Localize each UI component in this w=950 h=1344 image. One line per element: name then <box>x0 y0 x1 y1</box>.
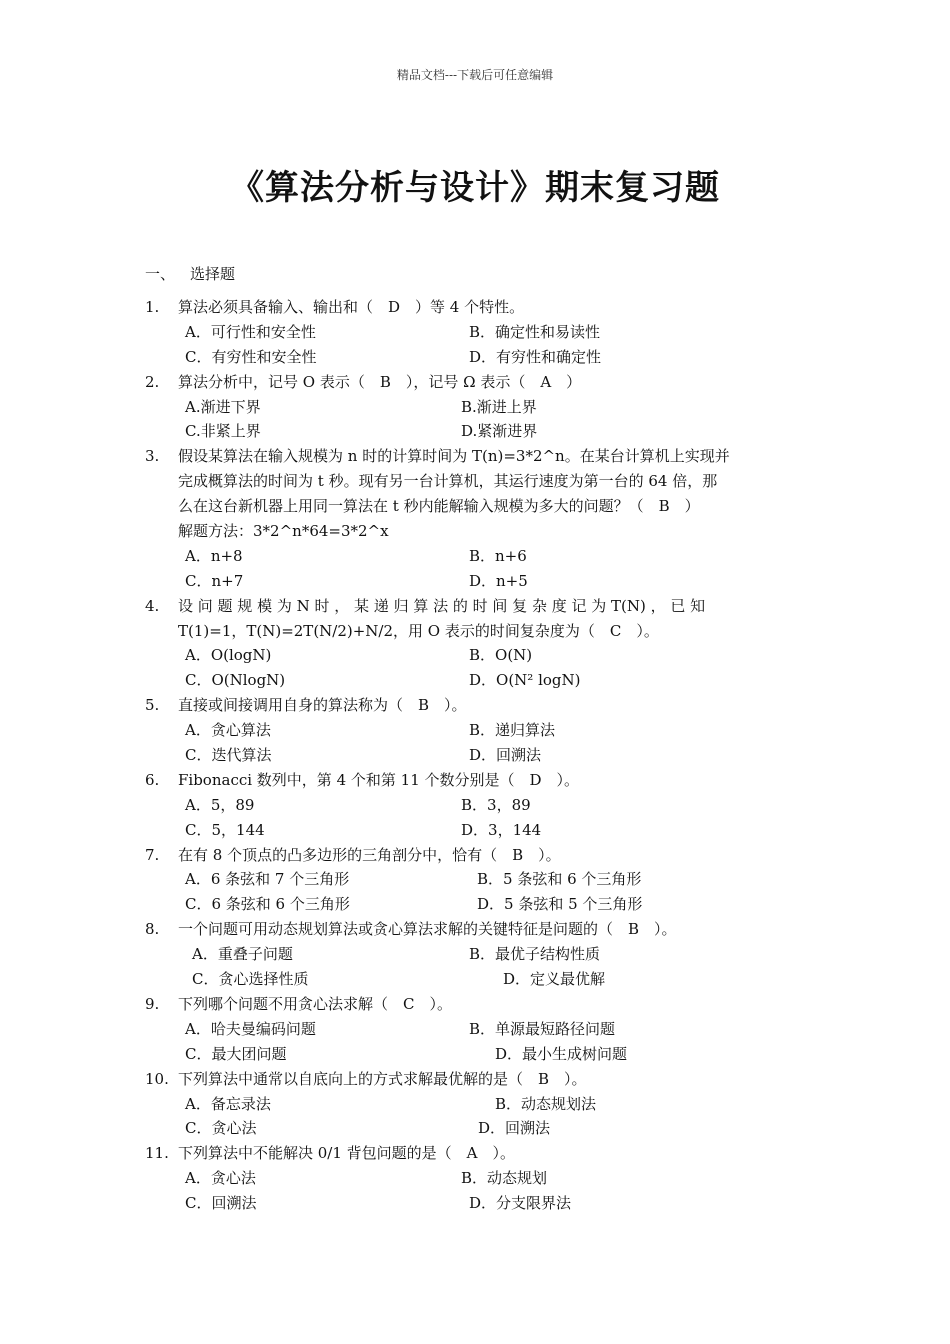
question-7 <box>145 843 775 918</box>
option-b: B.渐进上界 <box>461 397 537 416</box>
question-text-continued: 完成概算法的时间为 t 秒。现有另一台计算机，其运行速度为第一台的 64 倍，那 <box>178 472 718 491</box>
option-d: D．3，144 <box>461 820 542 839</box>
option-d: D．最小生成树问题 <box>495 1044 628 1063</box>
option-b: B．5 条弦和 6 个三角形 <box>477 870 642 889</box>
question-number: 11. <box>145 1144 169 1163</box>
option-a: A．可行性和安全性 <box>185 322 316 341</box>
option-b: B．确定性和易读性 <box>469 322 601 341</box>
option-d: D．O(N² logN) <box>469 671 581 690</box>
option-b: B．递归算法 <box>469 721 556 740</box>
question-number: 4. <box>145 596 160 615</box>
question-text: 在有 8 个顶点的凸多边形的三角剖分中，恰有（ B ）。 <box>178 845 561 864</box>
header-note: 精品文档---下载后可任意编辑 <box>396 68 554 82</box>
question-text: 设 问 题 规 模 为 N 时 ， 某 递 归 算 法 的 时 间 复 杂 度 记 为 T(N) ， 已 知 <box>178 596 706 615</box>
option-a: A．5，89 <box>185 795 255 814</box>
question-8 <box>145 917 775 992</box>
option-a: A．哈夫曼编码问题 <box>185 1019 316 1038</box>
option-b: B．动态规划法 <box>495 1094 597 1113</box>
question-number: 3. <box>145 447 160 466</box>
question-number: 10. <box>145 1069 169 1088</box>
question-list <box>145 295 775 1216</box>
option-a: A．O(logN) <box>185 646 272 665</box>
question-11 <box>145 1141 775 1216</box>
option-a: A．n+8 <box>185 546 243 565</box>
question-number: 2. <box>145 372 160 391</box>
question-number: 6. <box>145 770 160 789</box>
question-6 <box>145 768 775 843</box>
option-d: D．定义最优解 <box>503 970 606 989</box>
option-a: A．6 条弦和 7 个三角形 <box>185 870 350 889</box>
option-d: D.紧渐进界 <box>461 422 538 441</box>
option-c: C．迭代算法 <box>185 746 272 765</box>
option-d: D．5 条弦和 5 个三角形 <box>477 895 643 914</box>
question-text: Fibonacci 数列中，第 4 个和第 11 个数分别是（ D ）。 <box>178 770 580 789</box>
option-d: D．回溯法 <box>469 746 542 765</box>
question-3 <box>145 444 775 593</box>
section-number: 一、 <box>145 265 176 283</box>
question-number: 1. <box>145 298 160 316</box>
question-4 <box>145 594 775 694</box>
question-text: 下列哪个问题不用贪心法求解（ C ）。 <box>178 994 452 1013</box>
option-c: C．回溯法 <box>185 1194 257 1213</box>
option-a: A.渐进下界 <box>185 397 261 416</box>
option-b: B．3，89 <box>461 795 531 814</box>
question-text: 下列算法中通常以自底向上的方式求解最优解的是（ B ）。 <box>178 1069 587 1088</box>
question-10 <box>145 1067 775 1142</box>
option-a: A．贪心算法 <box>185 721 271 740</box>
question-number: 9. <box>145 994 160 1013</box>
option-a: A．重叠子问题 <box>192 945 293 964</box>
question-number: 5. <box>145 696 160 715</box>
option-c: C．最大团问题 <box>185 1044 287 1063</box>
section-label: 选择题 <box>190 265 236 283</box>
option-c: C．贪心法 <box>185 1119 257 1138</box>
option-b: B．动态规划 <box>461 1169 548 1188</box>
question-number: 8. <box>145 920 160 939</box>
option-b: B．n+6 <box>469 546 527 565</box>
question-text: 算法分析中，记号 O 表示（ B ），记号 Ω 表示（ A ） <box>178 372 582 391</box>
option-c: C．5，144 <box>185 820 265 839</box>
question-text: 一个问题可用动态规划算法或贪心算法求解的关键特征是问题的（ B ）。 <box>178 920 677 939</box>
option-b: B．单源最短路径问题 <box>469 1019 616 1038</box>
question-text: 直接或间接调用自身的算法称为（ B ）。 <box>178 696 467 715</box>
option-c: C．6 条弦和 6 个三角形 <box>185 895 350 914</box>
section-heading <box>145 263 235 284</box>
document-title: 《算法分析与设计》期末复习题 <box>230 168 720 208</box>
option-a: A．备忘录法 <box>185 1094 271 1113</box>
option-c: C．O(NlogN) <box>185 671 286 690</box>
option-d: D．回溯法 <box>478 1119 551 1138</box>
question-text-continued: T(1)=1，T(N)=2T(N/2)+N/2，用 O 表示的时间复杂度为（ C ）。 <box>178 621 659 640</box>
option-a: A．贪心法 <box>185 1169 256 1188</box>
question-5 <box>145 693 775 768</box>
question-text: 假设某算法在输入规模为 n 时的计算时间为 T(n)=3*2^n。在某台计算机上实现并 <box>178 447 730 466</box>
option-b: B．最优子结构性质 <box>469 945 601 964</box>
question-9 <box>145 992 775 1067</box>
option-d: D．有穷性和确定性 <box>469 347 602 366</box>
question-text: 下列算法中不能解决 0/1 背包问题的是（ A ）。 <box>178 1144 516 1163</box>
option-b: B．O(N) <box>469 646 533 665</box>
option-c: C．贪心选择性质 <box>192 970 309 989</box>
solution-method: 解题方法：3*2^n*64=3*2^x <box>178 522 389 541</box>
option-c: C.非紧上界 <box>185 422 261 441</box>
question-number: 7. <box>145 845 160 864</box>
option-c: C．n+7 <box>185 571 244 590</box>
option-c: C．有穷性和安全性 <box>185 347 317 366</box>
option-d: D．分支限界法 <box>469 1194 572 1213</box>
question-text-continued: 么在这台新机器上用同一算法在 t 秒内能解输入规模为多大的问题？（ B ） <box>178 497 700 516</box>
question-1 <box>145 295 775 370</box>
question-2 <box>145 370 775 445</box>
question-text: 算法必须具备输入、输出和（ D ）等 4 个特性。 <box>178 298 525 316</box>
option-d: D．n+5 <box>469 571 528 590</box>
